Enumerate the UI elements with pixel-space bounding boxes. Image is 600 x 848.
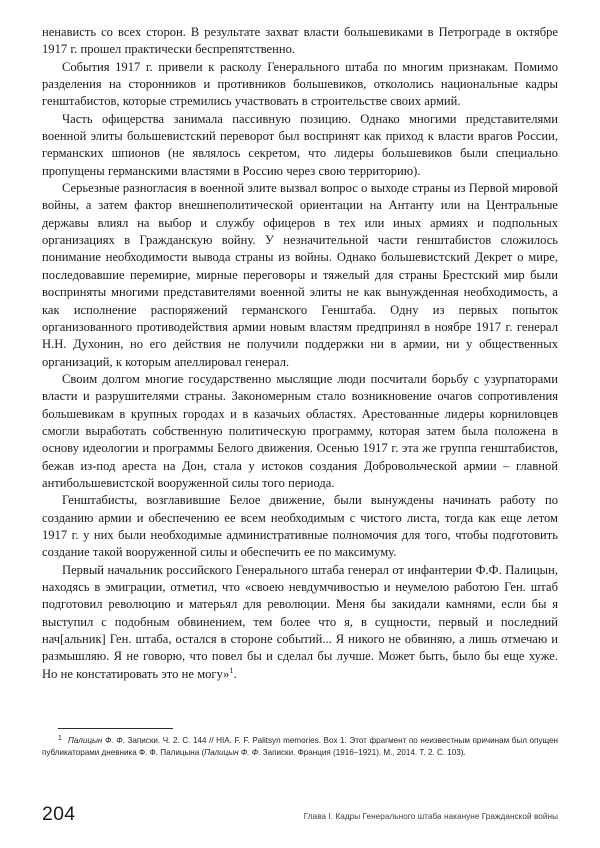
footnote-author-italic-secondary: Палицын Ф. Ф. — [204, 747, 261, 757]
paragraph-tail: . — [233, 666, 237, 681]
footnote-number: 1 — [58, 735, 62, 742]
footnote-separator-rule — [58, 728, 173, 729]
running-head-chapter-title: Глава I. Кадры Генерального штаба накануне Гражданской войны — [303, 812, 558, 821]
footnote-reference-marker[interactable]: 1 — [229, 665, 234, 675]
page-body-text — [42, 24, 558, 683]
footnote-section — [42, 728, 558, 758]
paragraph: ненависть со всех сторон. В результате захват власти большевиками в Петрограде в октябре 1917 г. прошел практически беспрепятственно. — [42, 25, 558, 57]
footnote-author-italic: Палицын Ф. Ф. — [68, 736, 125, 745]
paragraph: Своим долгом многие государственно мыслящие люди посчитали борьбу с узурпаторами власти и разрушителями страны. Закономерным стало возникновение очагов сопротивления большевикам в крупных городах и в казачьих областях. Арестованные лидеры корниловцев смогли выработать собственную политическую программу, которая затем была положена в основу идеологии и программы Белого движения. Осенью 1917 г. эта же группа генштабистов, бежав из-под ареста на Дон, стала у истоков создания Добровольческой армии – главной антибольшевистской вооруженной силы того периода. — [42, 371, 558, 490]
paragraph: События 1917 г. привели к расколу Генерального штаба по многим признакам. Помимо разделения на сторонников и противников большевиков, откололись национальные кадры генштабистов, которые стремились участвовать в строительстве своих армий. — [42, 59, 558, 109]
paragraph-with-footnote — [42, 562, 558, 683]
footnote-entry — [42, 735, 558, 758]
paragraph: Часть офицерства занимала пассивную позицию. Однако многими представителями военной элиты большевистский переворот был воспринят как приход к власти врагов России, германских шпионов (не являлось секретом, что лидеры большевиков были специально пропущены германскими властями в Россию через свою территорию). — [42, 111, 558, 178]
body-text-column — [42, 24, 558, 683]
paragraph-text: Первый начальник российского Генерального штаба генерал от инфантерии Ф.Ф. Палицын, находясь в эмиграции, отметил, что «своею невдумчивостью и неумелою работою Ген. штаб подготовил революцию и матерьял для революции. Меня бы закидали камнями, если бы я выступил с подобным обвинением, тем более что я, в сущности, первый и последний нач[альник] Ген. штаба, остался в стороне событий... Я никого не обвиняю, а лишь отмечаю и размышляю. Я не говорю, что повел бы и сделал бы лучше. Может быть, было бы еще хуже. Но не констатировать это не могу» — [42, 562, 558, 681]
paragraph: Серьезные разногласия в военной элите вызвал вопрос о выходе страны из Первой мировой войны, а затем фактор внешнеполитической ориентации на Антанту или на Центральные державы влиял на выбор и службу офицеров в тех или иных армиях и подпольных организациях в Гражданскую войну. У незначительной части генштабистов сложилось понимание необходимости вывода страны из войны. Однако большевистский Декрет о мире, последовавшие перемирие, мирные переговоры и тяжелый для страны Брестский мир были восприняты многими представителями военной элиты не как вынужденная необходимость, а как исполнение распоряжений германского Генштаба. Одну из первых попыток организованного противодействия армии новым властям предпринял в ноябре 1917 г. генерал Н.Н. Духонин, но его действия не получили поддержки ни в армии, ни у общественных организаций, к которым апеллировал генерал. — [42, 181, 558, 369]
footnote-text-part-1: Записки. Ч. 2. С. 144 // HIA. F. F. Palitsyn memories. Box 1. Этот фрагмент по неизвестным причинам был опущен публикаторами дневника Ф. Ф. Палицына ( — [42, 736, 558, 757]
page-number: 204 — [42, 803, 76, 825]
footnote-text-part-2: Записки. Франция (1916–1921). М., 2014. Т. 2. С. 103). — [260, 747, 466, 757]
page-footer — [42, 802, 558, 836]
paragraph: Генштабисты, возглавившие Белое движение, были вынуждены начинать работу по созданию армии и обеспечению ее всем необходимым с чистого листа, тогда как еще летом 1917 г. у них были необходимые административные полномочия для того, чтобы подготовить создание такой вооруженной силы и обеспечить ее по максимуму. — [42, 493, 558, 560]
